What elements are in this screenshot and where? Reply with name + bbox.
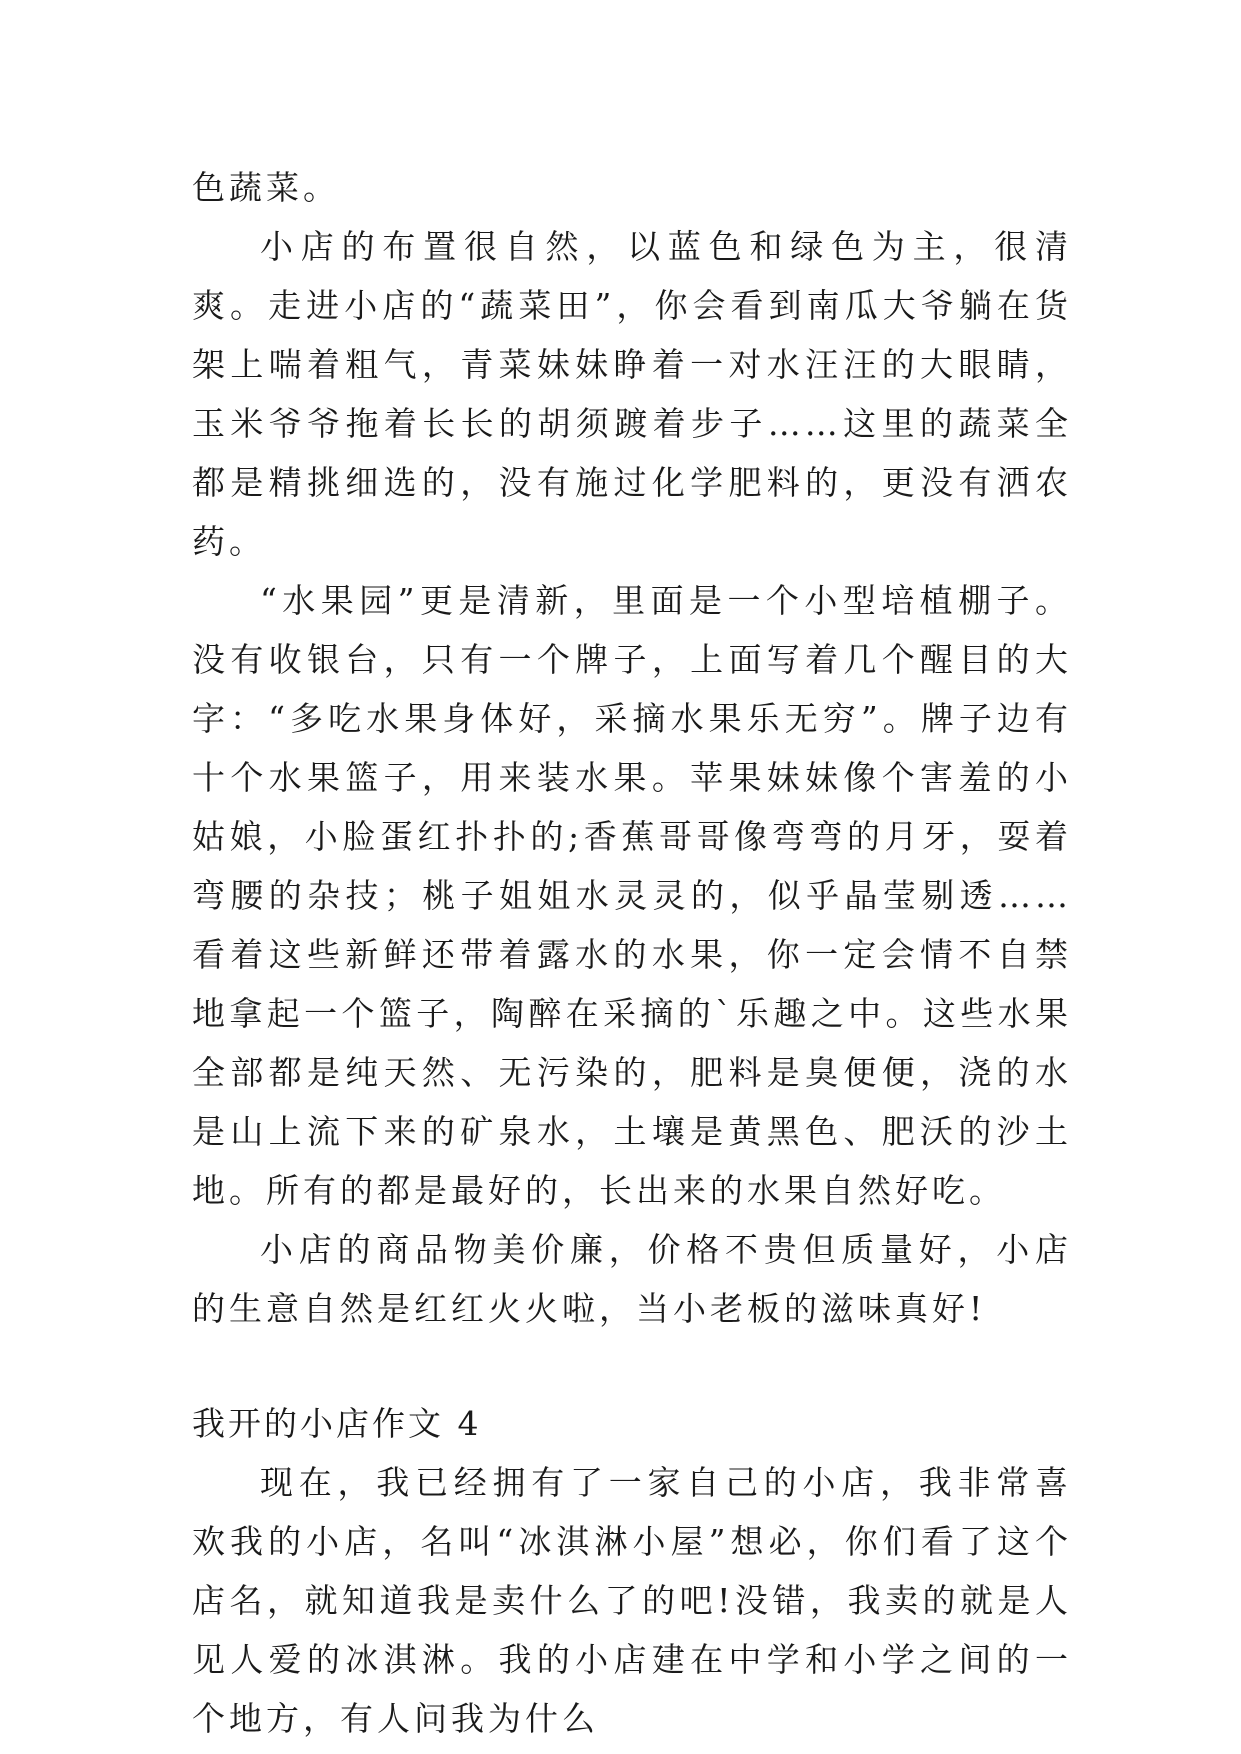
paragraph-shop-layout: 小店的布置很自然，以蓝色和绿色为主，很清爽。走进小店的“蔬菜田”，你会看到南瓜大爷躺在货架上喘着粗气，青菜妹妹睁着一对水汪汪的大眼睛，玉米爷爷拖着长长的胡须踱着步子……这里的蔬菜全都是精挑细选的，没有施过化学肥料的，更没有洒农药。 (192, 227, 1072, 561)
paragraph-shop-business: 小店的商品物美价廉，价格不贵但质量好，小店的生意自然是红红火火啦，当小老板的滋味真好! (192, 1230, 1072, 1328)
paragraph-ice-cream-shop: 现在，我已经拥有了一家自己的小店，我非常喜欢我的小店，名叫“冰淇淋小屋”想必，你们看了这个店名，就知道我是卖什么了的吧!没错，我卖的就是人见人爱的冰淇淋。我的小店建在中学和小学之间的一个地方，有人问我为什么 (192, 1463, 1072, 1738)
essay-heading: 我开的小店作文 4 (192, 1404, 482, 1443)
paragraph-continuation: 色蔬菜。 (192, 168, 340, 207)
document-body (192, 158, 1072, 1748)
paragraph-fruit-garden: “水果园”更是清新，里面是一个小型培植棚子。没有收银台，只有一个牌子，上面写着几个醒目的大字：“多吃水果身体好，采摘水果乐无穷”。牌子边有十个水果篮子，用来装水果。苹果妹妹像个害羞的小姑娘，小脸蛋红扑扑的;香蕉哥哥像弯弯的月牙，耍着弯腰的杂技；桃子姐姐水灵灵的，似乎晶莹剔透……看着这些新鲜还带着露水的水果，你一定会情不自禁地拿起一个篮子，陶醉在采摘的`乐趣之中。这些水果全部都是纯天然、无污染的，肥料是臭便便，浇的水是山上流下来的矿泉水，土壤是黄黑色、肥沃的沙土地。所有的都是最好的，长出来的水果自然好吃。 (192, 581, 1072, 1210)
